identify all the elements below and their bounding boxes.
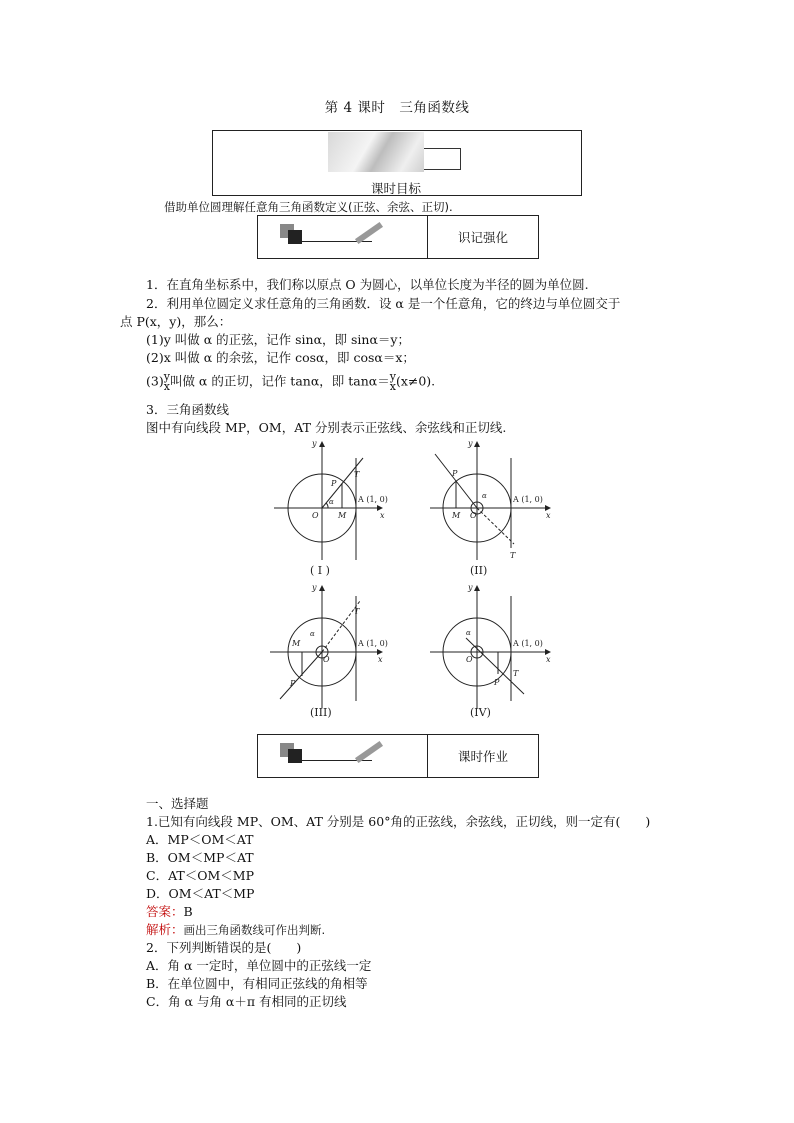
svg-text:T: T bbox=[513, 669, 519, 678]
banner-image bbox=[328, 132, 424, 172]
svg-text:A (1, 0): A (1, 0) bbox=[513, 639, 543, 648]
question-2: 2．下列判断错误的是( ) bbox=[146, 940, 302, 955]
svg-text:y: y bbox=[468, 439, 473, 448]
para-4: (2)x 叫做 α 的余弦，记作 cosα，即 cosα＝x； bbox=[146, 350, 415, 365]
svg-text:y: y bbox=[312, 439, 317, 448]
svg-text:A (1, 0): A (1, 0) bbox=[358, 495, 388, 504]
svg-text:P: P bbox=[290, 679, 296, 688]
svg-text:α: α bbox=[329, 498, 334, 506]
svg-text:O: O bbox=[466, 655, 473, 664]
page-title: 第 4 课时 三角函数线 bbox=[324, 100, 470, 116]
caption-2: (II) bbox=[470, 564, 488, 577]
para-5 bbox=[146, 372, 435, 392]
svg-text:P: P bbox=[494, 678, 500, 687]
part-heading: 一、选择题 bbox=[146, 796, 209, 811]
para-6: 3．三角函数线 bbox=[146, 402, 229, 417]
svg-text:α: α bbox=[310, 630, 315, 638]
q2-option-a: A．角 α 一定时，单位圆中的正弦线一定 bbox=[146, 958, 372, 973]
svg-text:M: M bbox=[292, 639, 301, 648]
banner-line bbox=[424, 148, 461, 170]
q1-option-b: B．OM＜MP＜AT bbox=[146, 850, 254, 865]
goal-text: 借助单位圆理解任意角三角函数定义(正弦、余弦、正切). bbox=[164, 200, 453, 214]
svg-text:O: O bbox=[470, 511, 477, 520]
svg-text:x: x bbox=[546, 655, 551, 664]
svg-text:A (1, 0): A (1, 0) bbox=[513, 495, 543, 504]
svg-text:y: y bbox=[312, 583, 317, 592]
explanation: 解析：画出三角函数线可作出判断. bbox=[146, 922, 326, 937]
svg-text:M: M bbox=[452, 511, 461, 520]
q2-option-c: C．角 α 与角 α＋π 有相同的正切线 bbox=[146, 994, 347, 1009]
trig-line-figures bbox=[270, 436, 560, 721]
para-7: 图中有向线段 MP，OM，AT 分别表示正弦线、余弦线和正切线. bbox=[146, 420, 507, 435]
q1-option-a: A．MP＜OM＜AT bbox=[146, 832, 254, 847]
caption-1: ( I ) bbox=[310, 564, 330, 577]
para-2b: 点 P(x，y)，那么： bbox=[120, 314, 232, 329]
para-5-mid: 叫做 α 的正切，记作 tanα，即 tanα＝ bbox=[169, 373, 390, 389]
para-3: (1)y 叫做 α 的正弦，记作 sinα，即 sinα＝y； bbox=[146, 332, 410, 347]
svg-text:T: T bbox=[354, 607, 360, 616]
svg-text:O: O bbox=[312, 511, 319, 520]
fraction-y-x-2: y x bbox=[389, 370, 396, 393]
section-title-homework: 课时作业 bbox=[427, 735, 538, 777]
svg-text:x: x bbox=[380, 511, 385, 520]
section-title-recall: 识记强化 bbox=[427, 216, 538, 258]
fraction-y-x: y x bbox=[163, 370, 170, 393]
para-1: 1．在直角坐标系中，我们称以原点 O 为圆心，以单位长度为半径的圆为单位圆. bbox=[146, 277, 589, 292]
q1-option-d: D．OM＜AT＜MP bbox=[146, 886, 255, 901]
q1-option-c: C．AT＜OM＜MP bbox=[146, 868, 255, 883]
svg-text:M: M bbox=[338, 511, 347, 520]
caption-3: (III) bbox=[310, 706, 332, 719]
goal-header: 课时目标 bbox=[370, 181, 421, 196]
section-box-recall bbox=[257, 215, 539, 259]
para-5-suffix: (x≠0). bbox=[395, 373, 436, 389]
q2-option-b: B．在单位圆中，有相同正弦线的角相等 bbox=[146, 976, 368, 991]
answer: 答案：B bbox=[146, 904, 193, 919]
svg-text:α: α bbox=[482, 492, 487, 500]
svg-text:α: α bbox=[466, 629, 471, 637]
svg-text:P: P bbox=[452, 469, 458, 478]
section-box-homework bbox=[257, 734, 539, 778]
caption-4: (IV) bbox=[470, 706, 491, 719]
svg-text:T: T bbox=[354, 470, 360, 479]
svg-text:x: x bbox=[378, 655, 383, 664]
para-2a: 2．利用单位圆定义求任意角的三角函数．设 α 是一个任意角，它的终边与单位圆交于 bbox=[146, 296, 621, 311]
svg-text:T: T bbox=[510, 551, 516, 560]
question-1: 1.已知有向线段 MP、OM、AT 分别是 60°角的正弦线，余弦线，正切线，则一定有( ) bbox=[146, 814, 651, 829]
svg-text:O: O bbox=[323, 655, 330, 664]
para-5-prefix: (3) bbox=[146, 373, 164, 389]
svg-text:P: P bbox=[331, 479, 337, 488]
svg-text:A (1, 0): A (1, 0) bbox=[358, 639, 388, 648]
svg-text:y: y bbox=[468, 583, 473, 592]
svg-text:x: x bbox=[546, 511, 551, 520]
